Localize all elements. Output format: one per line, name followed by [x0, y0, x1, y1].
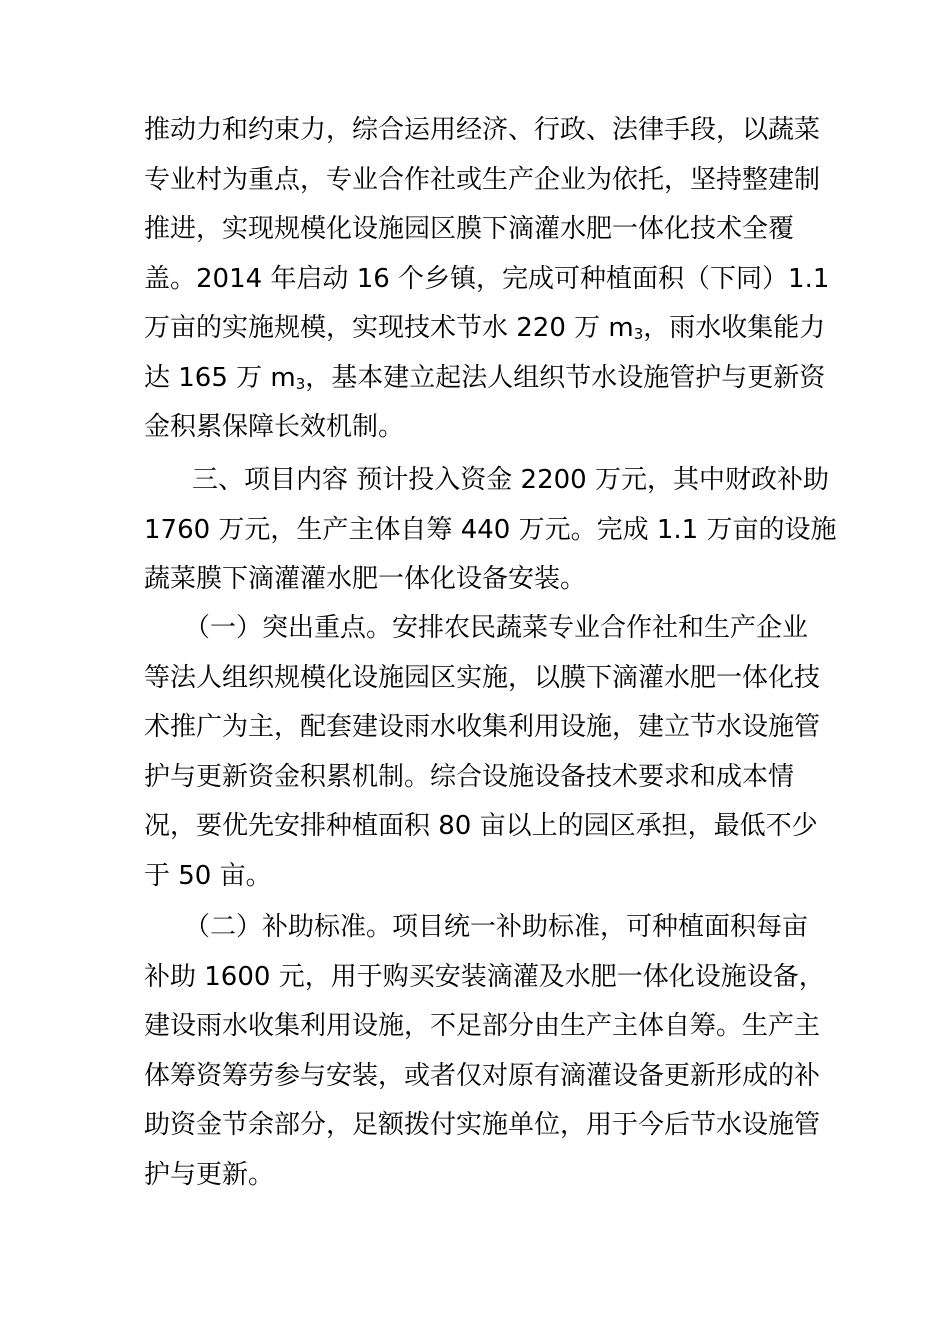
text-line: 况，要优先安排种植面积 80 亩以上的园区承担，最低不少 [144, 811, 818, 841]
text-segment: 万亩的实施规模，实现技术节水 220 万 m [144, 313, 634, 343]
text-line: 补助 1600 元，用于购买安装滴灌及水肥一体化设施设备， [144, 961, 825, 992]
subsection-one-paragraph [144, 604, 821, 901]
section-heading-line: 三、项目内容 预计投入资金 2200 万元，其中财政补助 [192, 465, 829, 495]
text-segment: ，基本建立起法人组织节水设施管护与更新资 [305, 362, 826, 393]
text-line: 护与更新。 [144, 1159, 275, 1190]
text-line-with-unit [144, 354, 826, 404]
subscript-3: 3 [633, 325, 644, 343]
subsection-heading-line: （二）补助标准。项目统一补助标准，可种植面积每亩 [184, 912, 809, 942]
text-line: 护与更新资金积累机制。综合设施设备技术要求和成本情 [144, 761, 795, 792]
text-line: 体筹资筹劳参与安装，或者仅对原有滴灌设备更新形成的补 [144, 1060, 821, 1091]
text-line-with-unit [144, 304, 826, 354]
subsection-heading-line: （一）突出重点。安排农民蔬菜专业合作社和生产企业 [184, 613, 809, 643]
text-segment: ，雨水收集能力 [643, 313, 826, 343]
text-segment: 达 165 万 m [144, 362, 296, 393]
text-line: 金积累保障长效机制。 [144, 412, 405, 442]
text-line: 等法人组织规模化设施园区实施，以膜下滴灌水肥一体化技 [144, 662, 821, 693]
text-line: 术推广为主，配套建设雨水收集利用设施，建立节水设施管 [144, 712, 821, 742]
section-three-paragraph [144, 456, 837, 605]
paragraph-continuation [144, 106, 830, 453]
text-line: 于 50 亩。 [144, 860, 272, 891]
text-line: 推动力和约束力，综合运用经济、行政、法律手段，以蔬菜 [144, 115, 821, 145]
subsection-two-paragraph [144, 903, 825, 1200]
text-line: 蔬菜膜下滴灌灌水肥一体化设备安装。 [144, 564, 587, 594]
text-line: 盖。2014 年启动 16 个乡镇，完成可种植面积（下同）1.1 [144, 263, 830, 294]
text-line: 助资金节余部分，足额拨付实施单位，用于今后节水设施管 [144, 1110, 821, 1140]
text-line: 1760 万元，生产主体自筹 440 万元。完成 1.1 万亩的设施 [144, 514, 837, 545]
text-line: 推进，实现规模化设施园区膜下滴灌水肥一体化技术全覆 [144, 214, 795, 244]
text-line: 专业村为重点，专业合作社或生产企业为依托，坚持整建制 [144, 164, 821, 195]
text-line: 建设雨水收集利用设施，不足部分由生产主体自筹。生产主 [144, 1011, 821, 1041]
subscript-3: 3 [295, 374, 306, 393]
